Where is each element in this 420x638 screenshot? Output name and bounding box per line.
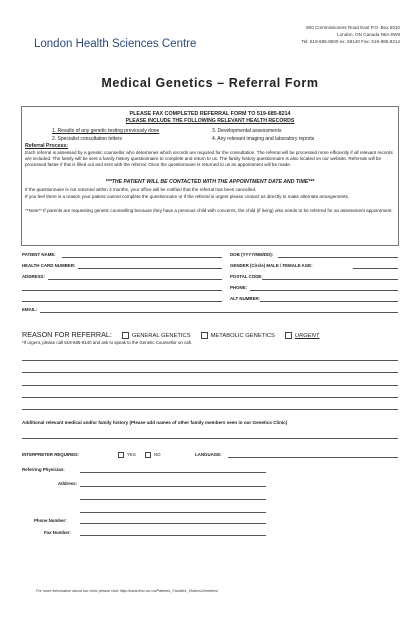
interpreter-label: INTERPRETER REQUIRED: [22, 452, 79, 457]
referring-physician-field[interactable] [80, 472, 266, 473]
health-card-field[interactable] [78, 268, 222, 269]
referral-process-heading: Referral Process: [25, 143, 68, 149]
age-field[interactable] [353, 268, 398, 269]
gender-age-label: GENDER (Circle) MALE / FEMALE AGE: [230, 263, 313, 268]
interpreter-no-option[interactable]: NO [145, 452, 161, 458]
dob-label: DOB (YYYY/MM/DD): [230, 252, 274, 257]
additional-history-label: Additional relevant medical and/or family history (Please add names of other family members seen in our Genetics Clinic) [22, 420, 288, 425]
include-instruction: PLEASE INCLUDE THE FOLLOWING RELEVANT HEALTH RECORDS [125, 118, 295, 124]
urgent-note: *If urgent, please call 519-685-8140 and ask to speak to the Genetic Counsellor on call. [22, 340, 192, 345]
phone-number-field[interactable] [80, 523, 266, 524]
phone-label: PHONE: [230, 285, 248, 290]
instructions-box [21, 106, 399, 246]
physician-address-field-line-2[interactable] [80, 499, 266, 500]
fax-instruction: PLEASE FAX COMPLETED REFERRAL FORM TO 519-685-8214 [129, 111, 291, 117]
phone-field[interactable] [250, 290, 398, 291]
required-record-2: 2. Specialist consultation letters [52, 136, 123, 142]
postal-code-label: POSTAL CODE: [230, 274, 263, 279]
reason-line-2[interactable] [22, 372, 398, 373]
interpreter-yes-option[interactable]: YES [118, 452, 136, 458]
physician-address-field[interactable] [80, 486, 266, 487]
metabolic-genetics-option[interactable]: METABOLIC GENETICS [201, 333, 275, 339]
reason-line-3[interactable] [22, 385, 398, 386]
physician-address-field-line-3[interactable] [80, 512, 266, 513]
patient-name-label: PATIENT NAME: [22, 252, 56, 257]
referring-physician-label: Referring Physician: [22, 467, 65, 472]
address-line-2: London, ON Canada N6A 5W9 [337, 32, 400, 37]
alternate-arrangements-note: If you feel there is a reason your patient cannot complete the questionnaire or if the referral is urgent please contact us directly to make alternate arrangements. [25, 194, 350, 199]
checkbox-icon[interactable] [285, 332, 292, 339]
email-label: EMAIL: [22, 307, 38, 312]
urgent-option[interactable]: URGENT [285, 333, 319, 339]
checkbox-icon[interactable] [145, 452, 151, 458]
referral-process-text: Each referral is assessed by a genetic counsellor who determines which records are required for the consultation. The referral will be processed more efficiently if all relevant records are included. The family will be sent a family history questionnaire to complete and return to us. The family history questionnaire is also located on our website. Referrals will be processed faster if this is filled out and sent with the referral. Once the questionnaire is returned to us an appointment will be made. [25, 150, 393, 167]
fax-number-label: Fax Number: [44, 530, 71, 535]
footer-note: For more information about our clinic please visit: http://www.lhsc.on.ca/Patients_Families_Visitors/Genetics/ [36, 589, 219, 593]
checkbox-icon[interactable] [201, 332, 208, 339]
address-line-1: 800 Commissioners Road East P.O. Box 5010 [306, 25, 400, 30]
health-card-label: HEALTH CARD NUMBER: [22, 263, 76, 268]
physician-address-label: Address: [58, 481, 78, 486]
postal-code-field[interactable] [262, 279, 398, 280]
checkbox-icon[interactable] [118, 452, 124, 458]
page-title: Medical Genetics – Referral Form [101, 76, 319, 90]
sibling-referral-note: **Note** If parents are requesting genetic counselling because they have a previous child with concerns, the child (if living) also needs to be referred for an assessment appointment. [25, 208, 393, 213]
additional-history-field[interactable] [22, 438, 398, 439]
address-field[interactable] [48, 279, 222, 280]
questionnaire-return-note: If the questionnaire is not returned within 3 months, your office will be notified that the referral has been cancelled. [25, 187, 257, 192]
reason-for-referral [22, 330, 319, 339]
patient-name-field[interactable] [62, 257, 222, 258]
phone-number-label: Phone Number: [34, 518, 67, 523]
address-line-3: Tel: 519-685-8500 ex. 58140 Fax: 519-685-8214 [301, 39, 400, 44]
general-genetics-option[interactable]: GENERAL GENETICS [122, 333, 191, 339]
required-record-3: 3. Developmental assessments [212, 128, 282, 134]
language-label: LANGUAGE: [195, 452, 222, 457]
reason-line-1[interactable] [22, 360, 398, 361]
fax-number-field[interactable] [80, 535, 266, 536]
alt-number-label: ALT NUMBER: [230, 296, 261, 301]
email-field[interactable] [40, 312, 398, 313]
required-record-4: 4. Any relevant imaging and laboratory reports [212, 136, 315, 142]
required-record-1: 1. Results of any genetic testing previously done [52, 128, 160, 134]
language-field[interactable] [228, 457, 398, 458]
dob-field[interactable] [278, 257, 398, 258]
organization-name: London Health Sciences Centre [34, 38, 197, 50]
alt-number-field[interactable] [260, 301, 398, 302]
appointment-contact-notice: ***THE PATIENT WILL BE CONTACTED WITH THE APPOINTMENT DATE AND TIME*** [105, 179, 315, 185]
address-field-line-2[interactable] [22, 290, 222, 291]
checkbox-icon[interactable] [122, 332, 129, 339]
reason-heading: REASON FOR REFERRAL: [22, 330, 112, 339]
address-field-line-3[interactable] [22, 301, 222, 302]
organization-address [250, 24, 400, 45]
address-label: ADDRESS: [22, 274, 45, 279]
reason-line-4[interactable] [22, 397, 398, 398]
reason-line-5[interactable] [22, 409, 398, 410]
